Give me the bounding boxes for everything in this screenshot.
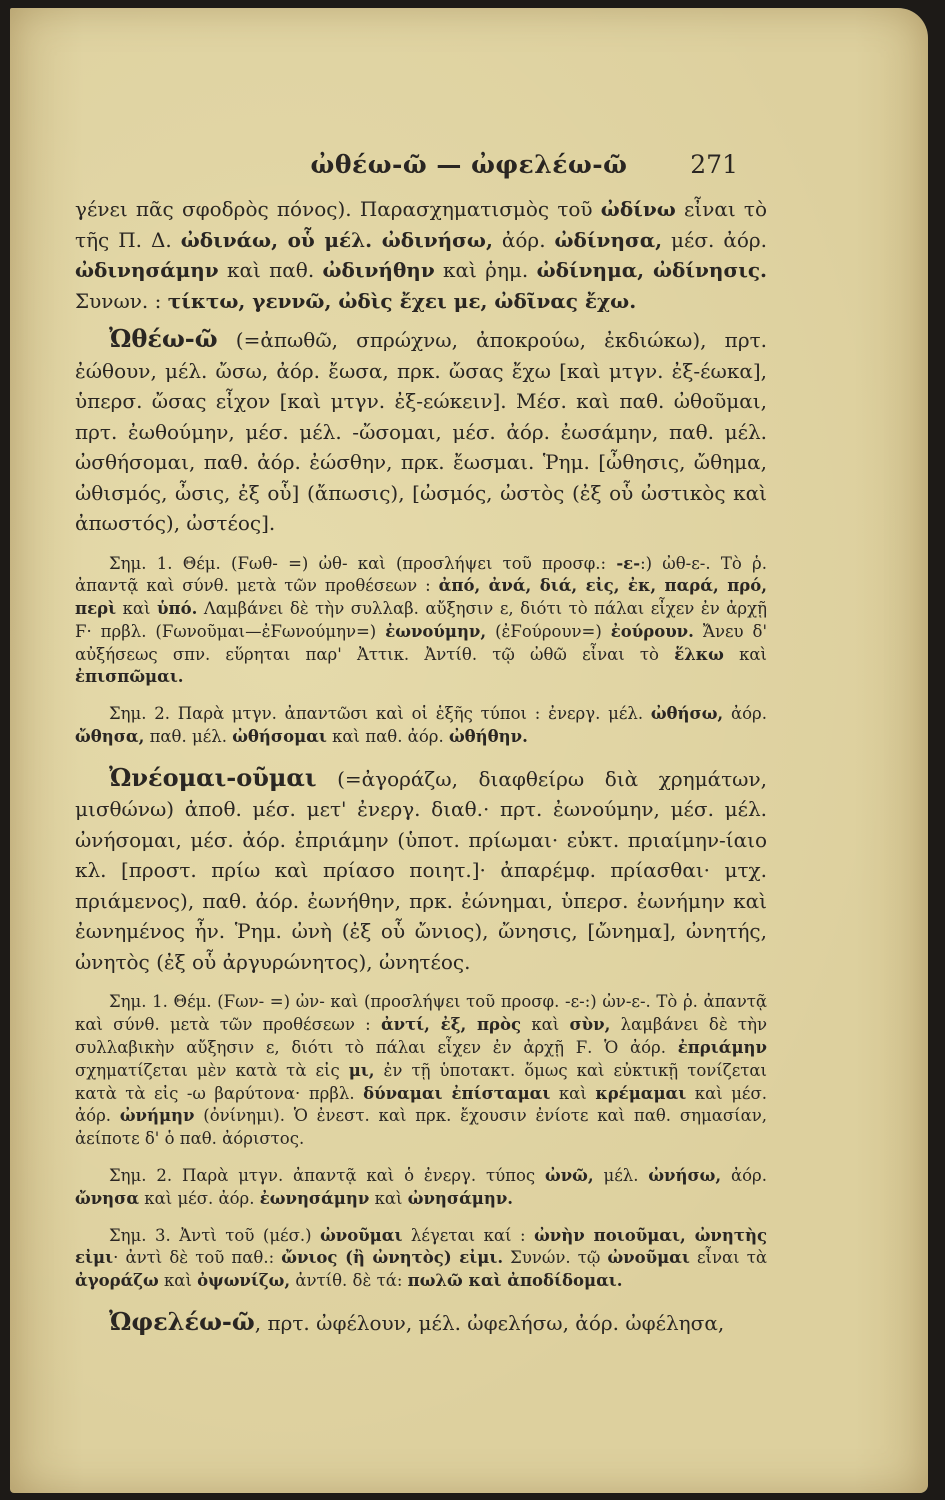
bold-term: ὤθησα, <box>75 727 145 747</box>
bold-term: ἐωνούμην, <box>385 621 487 641</box>
bold-term: πωλῶ καὶ ἀποδίδομαι. <box>407 1271 623 1291</box>
text-run: ἀόρ. <box>723 704 767 724</box>
bold-term: ἐπισπῶμαι. <box>75 667 184 687</box>
entry-oneomai <box>75 763 767 978</box>
text-run: καὶ <box>723 644 767 664</box>
bold-term: ὠδινήθην <box>322 258 435 282</box>
bold-term: ὠνήμην <box>119 1106 195 1126</box>
text-run: ἀόρ. <box>721 1165 767 1185</box>
bold-term: ὠδινησάμην <box>75 258 219 282</box>
text-run: (ὀνίνημι). Ὁ ἐνεστ. καὶ πρκ. ἔχουσιν ἐνίοτε καὶ παθ. σημασίαν, ἀείποτε δ' ὁ παθ. ἀόριστος. <box>75 1106 767 1149</box>
text-run: Σημ. 1. Θέμ. (Ϝων- =) ὠν- καὶ (προσλήψει τοῦ προσφ. -ε-:) ὠν-ε-. Τὸ ῥ. ἀπαντᾷ καὶ σύνθ. μετὰ τῶν προθέσεων : <box>75 992 767 1035</box>
text-run: Σημ. 3. Ἀντὶ τοῦ (μέσ.) <box>109 1225 321 1245</box>
bold-term: ἀγοράζω <box>75 1271 159 1291</box>
note-1-otheo <box>75 553 767 690</box>
text-run: καὶ <box>158 1271 198 1291</box>
bold-term: ὑπό. <box>157 599 198 619</box>
text-run: παθ. μέλ. <box>144 727 233 747</box>
text-run: μέλ. <box>593 1165 649 1185</box>
text-run: καὶ παθ. <box>218 258 323 282</box>
entry-ofeleo <box>75 1307 767 1339</box>
text-run: εἶναι τὸ τῆς Π. Δ. <box>75 197 768 252</box>
text-run: Συνων. : <box>75 288 168 313</box>
bold-term: ὠδίνω <box>600 197 676 221</box>
text-run: καὶ μέσ. ἀόρ. <box>139 1188 260 1208</box>
bold-term: ὠδίνημα, ὠδίνησις. <box>536 258 768 282</box>
text-run: :) ὠθ-ε-. Τὸ ῥ. ἀπαντᾷ καὶ σύνθ. μετὰ τῶν προθέσεων : <box>75 553 767 596</box>
bold-term: ὤνιος (ἢ ὠνητὸς) εἰμι. <box>281 1248 504 1268</box>
book-page <box>10 8 928 1493</box>
entry-headword: Ὠθέω-ῶ <box>109 324 218 353</box>
bold-term: ὠθήσομαι <box>232 727 327 747</box>
text-run: · ἀντὶ δὲ τοῦ παθ.: <box>113 1248 282 1268</box>
text-run: Συνών. τῷ <box>503 1248 608 1268</box>
text-run: καὶ <box>116 599 158 619</box>
bold-term: ἐωνησάμην <box>259 1188 370 1208</box>
text-run: Σημ. 2. Παρὰ μτγν. ἀπαντᾷ καὶ ὁ ἐνεργ. τύπος <box>109 1165 546 1185</box>
bold-term: ἐούρουν. <box>610 621 694 641</box>
entry-body: , πρτ. ὠφέλουν, μέλ. ὠφελήσω, ἀόρ. ὠφέλησα, <box>254 1310 725 1335</box>
bold-term: ἐπριάμην <box>677 1037 767 1057</box>
text-run: Ἄνευ δ' αὐξήσεως σπν. εὕρηται παρ' Ἀττικ. Ἀντίθ. τῷ ὠθῶ εἶναι τὸ <box>75 621 767 664</box>
note-2-otheo <box>75 703 767 749</box>
bold-term: ὠθήθην. <box>448 727 528 747</box>
paragraph-odino-continuation <box>75 194 767 316</box>
page-header <box>10 150 928 190</box>
text-run: γένει πᾶς σφοδρὸς πόνος). Παρασχηματισμὸς τοῦ <box>75 197 601 221</box>
text-run: ἀόρ. <box>492 227 555 252</box>
text-run: μέσ. ἀόρ. <box>662 227 768 252</box>
bold-term: ὠνοῦμαι <box>320 1225 403 1245</box>
text-run: λαμβάνει δὲ τὴν συλλαβικὴν αὔξησιν ε, διότι τὸ πάλαι εἶχεν ἐν ἀρχῇ Ϝ. Ὁ ἀόρ. <box>75 1015 767 1057</box>
text-run: εἶναι τὰ <box>689 1248 767 1268</box>
bold-term: -ε- <box>616 553 641 573</box>
bold-term: ἀπό, ἀνά, διά, εἰς, ἐκ, παρά, πρό, περὶ <box>75 576 768 619</box>
bold-term: ὠνοῦμαι <box>607 1248 690 1268</box>
bold-term: ὠνὴν ποιοῦμαι, ὠνητὴς εἰμι <box>75 1225 768 1268</box>
bold-term: τίκτω, γεννῶ, ὠδὶς ἔχει με, ὠδῖνας ἔχω. <box>167 288 637 313</box>
text-run: ἐν τῇ ὑποτακτ. ὅμως καὶ εὐκτικῇ τονίζεται κατὰ τὰ εἰς -ω βαρύτονα· πρβλ. <box>75 1060 767 1103</box>
bold-term: ὠδινάω, οὗ μέλ. ὠδινήσω, <box>180 227 493 252</box>
text-run: καὶ <box>369 1188 408 1208</box>
text-run: καὶ παθ. ἀόρ. <box>326 727 449 747</box>
page-number: 271 <box>690 150 738 179</box>
text-run: ἀντίθ. δὲ τά: <box>290 1271 408 1291</box>
bold-term: μι, <box>348 1060 375 1080</box>
bold-term: ὠδίνησα, <box>554 227 663 252</box>
text-run: καὶ ῥημ. <box>434 258 537 282</box>
note-2-oneomai <box>75 1165 767 1211</box>
entry-headword: Ὠφελέω-ῶ <box>109 1306 255 1336</box>
bold-term: κρέμαμαι <box>595 1083 687 1103</box>
text-run: Σημ. 1. Θέμ. (Ϝωθ- =) ὠθ- καὶ (προσλήψει τοῦ προσφ.: <box>109 553 617 573</box>
bold-term: ἀντί, ἐξ, πρὸς <box>380 1015 522 1035</box>
entry-body: (=ἀπωθῶ, σπρώχνω, ἀποκρούω, ἐκδιώκω), πρτ. ἐώθουν, μέλ. ὤσω, ἀόρ. ἔωσα, πρκ. ὤσας ἔχω [καὶ μτγν. ἐξ-έωκα], ὑπερσ. ὤσας εἶχον [καὶ μτγν. ἐξ-εώκειν]. Μέσ. καὶ παθ. ὠθοῦμαι, πρτ. ἐωθούμην, μέσ. μέλ. -ὤσομαι, μέσ. ἀόρ. ἐωσάμην, παθ. μέλ. ὠσθήσομαι, παθ. ἀόρ. ἐώσθην, πρκ. ἔωσμαι. Ῥημ. [ὦθησις, ὤθημα, ὠθισμός, ὦσις, ἐξ οὗ] (ἄπωσις), [ὠσμός, ὠστὸς (ἐξ οὗ ὠστικὸς καὶ ἀπωστός), ὠστέος]. <box>75 328 767 535</box>
note-1-oneomai <box>75 991 767 1151</box>
bold-term: ὤνησα <box>75 1188 140 1208</box>
text-run: καὶ μέσ. ἀόρ. <box>75 1083 767 1126</box>
bold-term: ἕλκω <box>674 644 724 664</box>
text-run: καὶ <box>550 1083 596 1103</box>
bold-term: ὠνησάμην. <box>407 1188 514 1208</box>
text-run: καὶ <box>521 1015 570 1035</box>
page-content <box>75 194 767 1338</box>
entry-headword: Ὠνέομαι-οῦμαι <box>109 762 317 792</box>
entry-otheo <box>75 324 767 539</box>
note-3-oneomai <box>75 1225 767 1293</box>
bold-term: ὀψωνίζω, <box>197 1271 291 1291</box>
bold-term: ὠνήσω, <box>648 1165 722 1185</box>
entry-body: (=ἀγοράζω, διαφθείρω διὰ χρημάτων, μισθώνω) ἀποθ. μέσ. μετ' ἐνεργ. διαθ.· πρτ. ἐωνούμην, μέσ. μέλ. ὠνήσομαι, μέσ. ἀόρ. ἐπριάμην (ὑποτ. πρίωμαι· εὐκτ. πριαίμην-ίαιο κλ. [προστ. πρίω καὶ πρίασο ποιητ.]· ἀπαρέμφ. πρίασθαι· μτχ. πριάμενος), παθ. ἀόρ. ἐωνήθην, πρκ. ἐώνημαι, ὑπερσ. ἐωνήμην καὶ ἐωνημένος ἦν. Ῥημ. ὠνὴ (ἐξ οὗ ὤνιος), ὤνησις, [ὤνημα], ὠνητής, ὠνητὸς (ἐξ οὗ ἀργυρώνητος), ὠνητέος. <box>75 766 767 974</box>
text-run: Λαμβάνει δὲ τὴν συλλαβ. αὔξησιν ε, διότι τὸ πάλαι εἶχεν ἐν ἀρχῇ Ϝ· πρβλ. (Ϝωνοῦμαι—ἐϜωνούμην=) <box>75 599 767 641</box>
bold-term: σὺν, <box>569 1015 611 1035</box>
text-run: σχηματίζεται μὲν κατὰ τὰ εἰς <box>75 1060 349 1080</box>
text-run: Σημ. 2. Παρὰ μτγν. ἀπαντῶσι καὶ οἱ ἑξῆς τύποι : ἐνεργ. μέλ. <box>109 704 651 724</box>
bold-term: δύναμαι ἐπίσταμαι <box>363 1083 551 1103</box>
running-head: ὠθέω-ῶ — ὠφελέω-ῶ <box>310 150 628 179</box>
bold-term: ὠνῶ, <box>545 1165 594 1185</box>
text-run: λέγεται καί : <box>402 1225 535 1245</box>
text-run: (ἐϜούρουν=) <box>486 621 611 641</box>
bold-term: ὠθήσω, <box>650 704 724 724</box>
